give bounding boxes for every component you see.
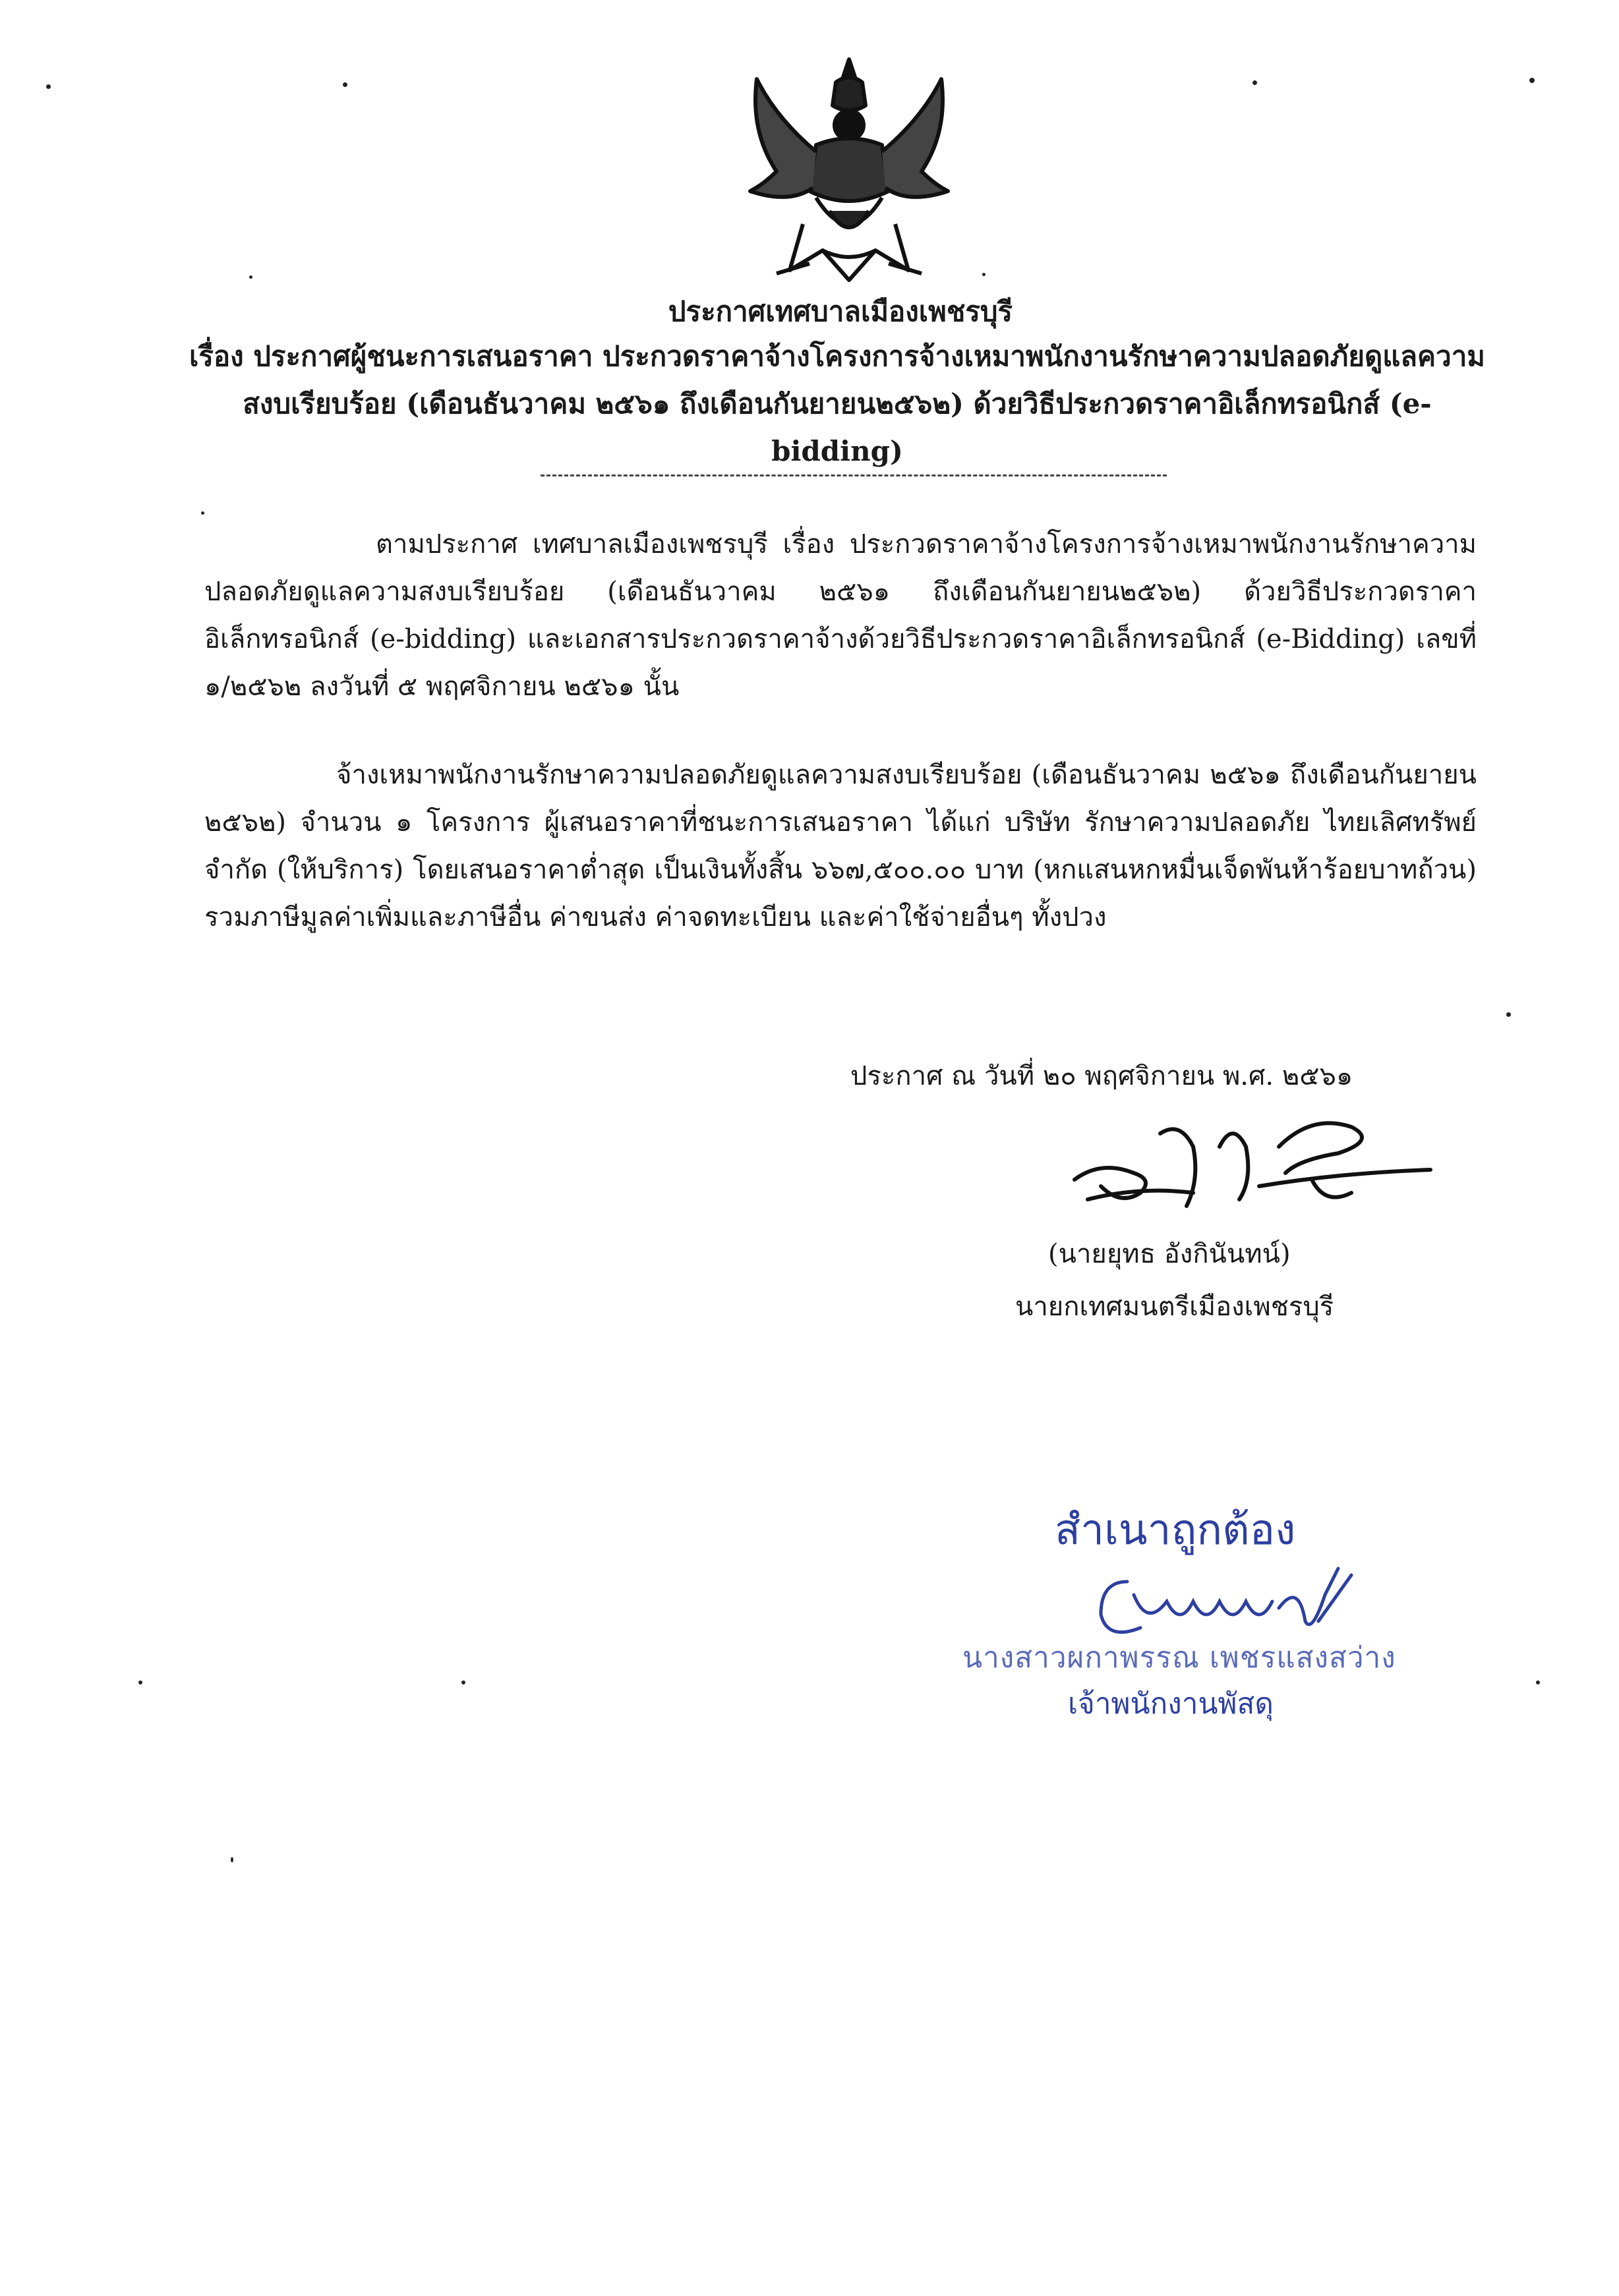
officer-name: นางสาวผกาพรรณ เพชรแสงสว่าง <box>962 1641 1396 1675</box>
scan-speck <box>1506 1012 1511 1017</box>
scan-speck <box>1252 80 1257 85</box>
mayor-signature <box>1061 1107 1444 1226</box>
divider <box>541 474 1167 476</box>
officer-position: เจ้าพนักงานพัสดุ <box>1068 1687 1274 1721</box>
scan-speck <box>46 84 51 89</box>
certified-copy-stamp: สำเนาถูกต้อง <box>1055 1506 1296 1555</box>
paragraph-reference: ตามประกาศ เทศบาลเมืองเพชรบุรี เรื่อง ประกวดราคาจ้างโครงการจ้างเหมาพนักงานรักษาความปลอดภัยดูแลความสงบเรียบร้อย (เดือนธันวาคม ๒๕๖๑ ถึงเดือนกันยายน๒๕๖๒) ด้วยวิธีประกวดราคาอิเล็กทรอนิกส์ (e-bidding) และเอกสารประกวดราคาจ้างด้วยวิธีประกวดราคาอิเล็กทรอนิกส์ (e-Bidding) เลขที่ ๑/๒๕๖๒ ลงวันที่ ๕ พฤศจิกายน ๒๕๖๑ นั้น <box>204 529 1477 702</box>
signer-name: (นายยุทธ อังกินันทน์) <box>1048 1239 1291 1269</box>
scan-speck <box>201 511 204 515</box>
scan-speck <box>461 1680 465 1684</box>
scan-speck <box>231 1857 233 1862</box>
scan-speck <box>1529 78 1535 83</box>
signer-position: นายกเทศมนตรีเมืองเพชรบุรี <box>1015 1292 1334 1322</box>
paragraph-award: จ้างเหมาพนักงานรักษาความปลอดภัยดูแลความสงบเรียบร้อย (เดือนธันวาคม ๒๕๖๑ ถึงเดือนกันยายน ๒๕๖๒) จำนวน ๑ โครงการ ผู้เสนอราคาที่ชนะการเสนอราคา ได้แก่ บริษัท รักษาความปลอดภัย ไทยเลิศทรัพย์ จำกัด (ให้บริการ) โดยเสนอราคาต่ำสุด เป็นเงินทั้งสิ้น ๖๖๗,๕๐๐.๐๐ บาท (หกแสนหกหมื่นเจ็ดพันห้าร้อยบาทถ้วน) รวมภาษีมูลค่าเพิ่มและภาษีอื่น ค่าขนส่ง ค่าจดทะเบียน และค่าใช้จ่ายอื่นๆ ทั้งปวง <box>204 760 1477 933</box>
announcement-date: ประกาศ ณ วันที่ ๒๐ พฤศจิกายน พ.ศ. ๒๕๖๑ <box>850 1061 1353 1091</box>
document-title: ประกาศเทศบาลเมืองเพชรบุรี <box>668 295 1013 328</box>
scan-speck <box>982 273 986 276</box>
scan-speck <box>1536 1680 1540 1684</box>
garuda-emblem-icon <box>737 53 961 290</box>
scan-speck <box>138 1680 142 1684</box>
scan-speck <box>343 82 347 87</box>
document-subject: เรื่อง ประกาศผู้ชนะการเสนอราคา ประกวดราคาจ้างโครงการจ้างเหมาพนักงานรักษาความปลอดภัยดูแลความสงบเรียบร้อย (เดือนธันวาคม ๒๕๖๑ ถึงเดือนกันยายน๒๕๖๒) ด้วยวิธีประกวดราคาอิเล็กทรอนิกส์ (e-bidding) <box>189 340 1485 467</box>
scan-speck <box>249 275 252 279</box>
